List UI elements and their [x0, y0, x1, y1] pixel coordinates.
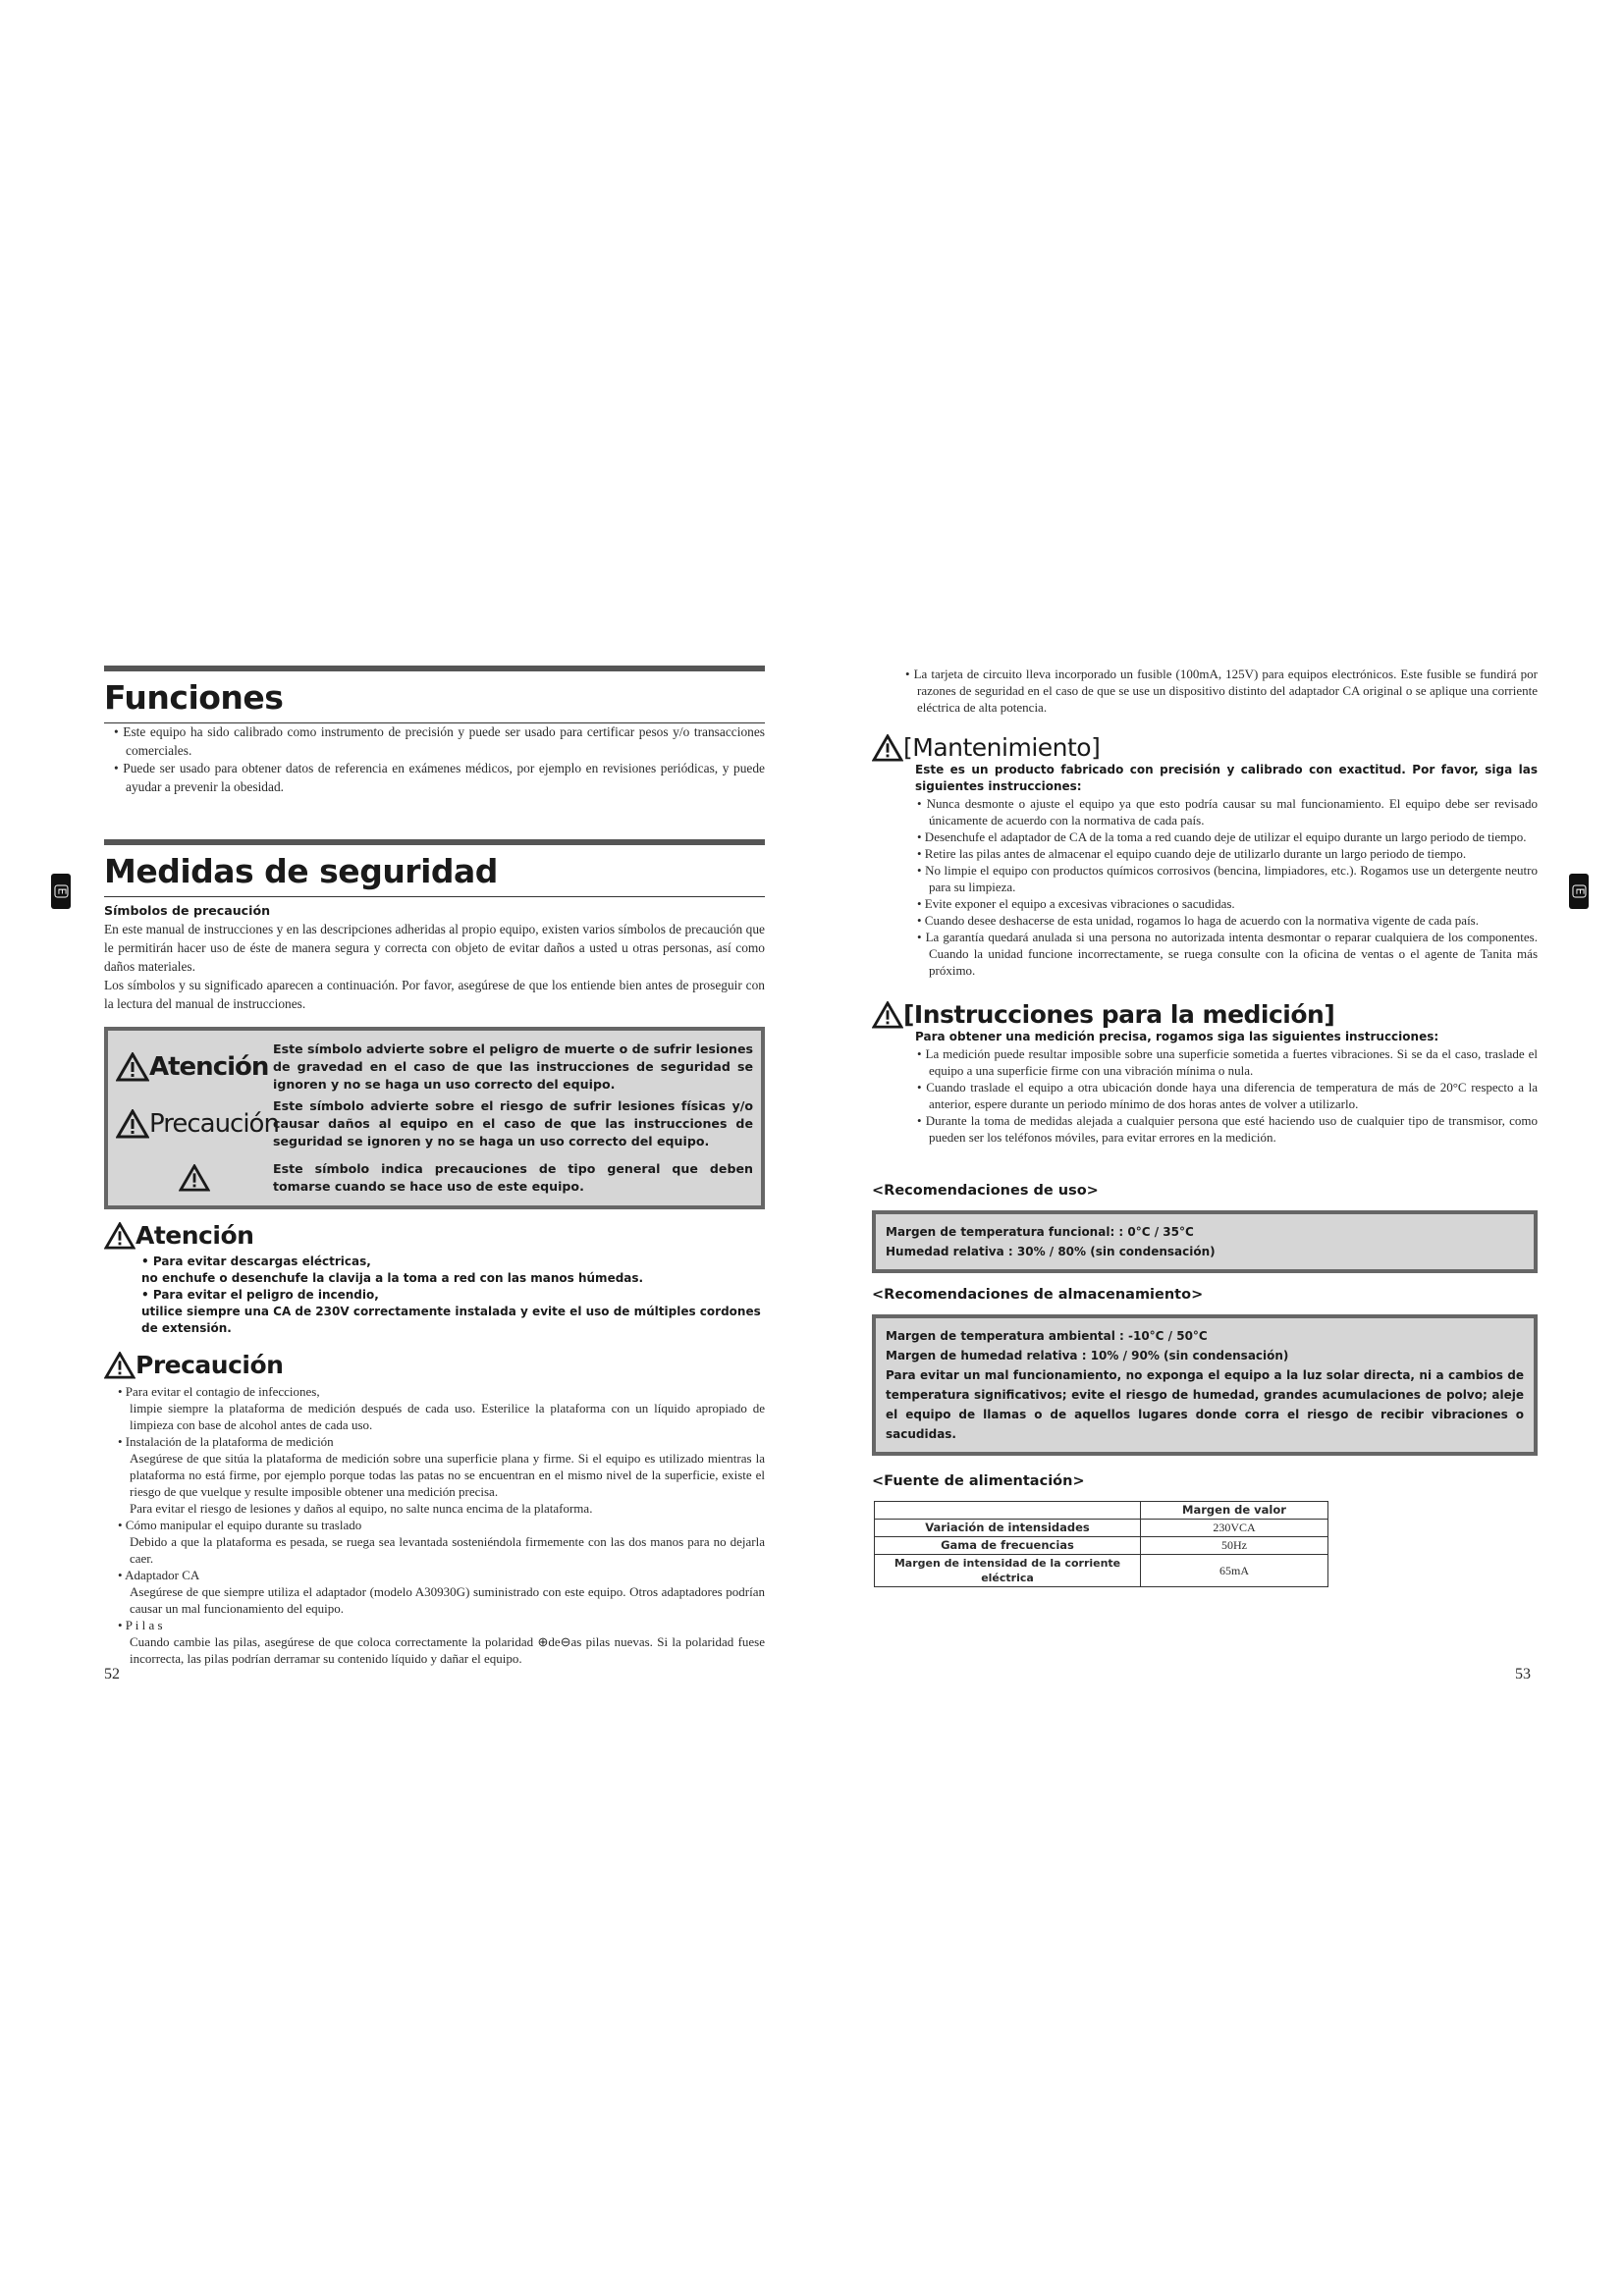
- simbolos-subtitle: Símbolos de precaución: [104, 903, 271, 918]
- medicion-title: [Instrucciones para la medición]: [903, 1000, 1335, 1029]
- mantenimiento-item: • Desenchufe el adaptador de CA de la toma a red cuando deje de utilizar el equipo durante un largo periodo de tiempo.: [917, 829, 1527, 844]
- atencion-description: Este símbolo advierte sobre el peligro de muerte o de sufrir lesiones de gravedad en el caso de que las instrucciones de seguridad se ignoren y no se haga un uso correcto del equipo.: [273, 1041, 753, 1092]
- precaucion-title: Precaución: [135, 1351, 284, 1379]
- almacenamiento-line-1: Margen de temperatura ambiental : -10°C / 50°C: [886, 1329, 1208, 1343]
- precaucion-list: [104, 1383, 765, 1667]
- precaucion-symbol-row: [116, 1097, 753, 1150]
- atencion-symbol-row: [116, 1041, 753, 1094]
- medicion-item: • Cuando traslade el equipo a otra ubicación donde haya una diferencia de temperatura de más de 20°C respecto a la anterior, espere durante un periodo mínimo de dos horas antes de volver a utilizarlo.: [917, 1080, 1538, 1111]
- precaucion-traslado-text: Debido a que la plataforma es pesada, se ruega sea levantada sosteniéndola firmemente con las dos manos para no dejarla caer.: [130, 1534, 765, 1566]
- fuente-row-label: Gama de frecuencias: [875, 1537, 1141, 1555]
- table-row: [875, 1520, 1328, 1537]
- general-description: Este símbolo indica precauciones de tipo general que deben tomarse cuando se hace uso de este equipo.: [273, 1161, 753, 1194]
- mantenimiento-item: • No limpie el equipo con productos químicos corrosivos (bencina, limpiadores, etc.). Rogamos use un detergente neutro para su limpieza.: [917, 863, 1538, 894]
- funciones-section: [104, 666, 765, 796]
- almacenamiento-line-2: Margen de humedad relativa : 10% / 90% (sin condensación): [886, 1349, 1289, 1362]
- precaucion-pilas-heading: • P i l a s: [118, 1618, 163, 1632]
- atencion-title: Atención: [135, 1221, 254, 1250]
- medidas-title: Medidas de seguridad: [104, 851, 765, 897]
- warning-symbols-box: [104, 1027, 765, 1209]
- precaucion-instalacion-heading: • Instalación de la plataforma de medición: [118, 1434, 334, 1449]
- warning-triangle-icon: [116, 1052, 149, 1082]
- medicion-item: • Durante la toma de medidas alejada a cualquier persona que esté haciendo uso de cualquier tipo de transmisor, como pueden ser los teléfonos móviles, para evitar errores en la medición.: [917, 1113, 1538, 1145]
- precaucion-label: Precaución: [149, 1109, 279, 1139]
- left-page: [104, 666, 765, 1667]
- atencion-item-1-text: no enchufe o desenchufe la clavija a la toma a red con las manos húmedas.: [141, 1271, 644, 1285]
- caution-triangle-icon: [872, 1001, 903, 1029]
- fuente-row-label: Variación de intensidades: [875, 1520, 1141, 1537]
- warning-triangle-icon: [104, 1222, 135, 1250]
- page-number-right: 53: [1515, 1666, 1531, 1682]
- atencion-label: Atención: [149, 1052, 269, 1082]
- page-number-left: 52: [104, 1666, 120, 1682]
- fuente-header: Margen de valor: [1141, 1502, 1328, 1520]
- mantenimiento-item: • La garantía quedará anulada si una persona no autorizada intenta desmontar o reparar cualquiera de los componentes. Cuando la unidad funcione incorrectamente, se ruega consulte con la oficina de ventas o el agente de Tanita más próximo.: [917, 930, 1538, 978]
- side-tab-left: E: [51, 874, 71, 909]
- medicion-item: • La medición puede resultar imposible sobre una superficie sometida a fuertes vibraciones. Si se da el caso, traslade el equipo a una superficie firme con una vibración mínima o nula.: [917, 1046, 1538, 1078]
- medicion-heading: [872, 1000, 1538, 1029]
- medidas-section: [104, 839, 765, 1013]
- atencion-item-2: • Para evitar el peligro de incendio,: [141, 1288, 379, 1302]
- precaucion-instalacion-text: Asegúrese de que sitúa la plataforma de medición sobre una superficie plana y firme. Si el equipo es utilizado mientras la plataforma no está firme, por ejemplo porque todas las patas no se encuentran en el mismo nivel de la superficie, existe el riesgo de que vuelque y resulte imposible obtener una medición precisa.: [130, 1451, 765, 1499]
- medicion-list: [903, 1045, 1538, 1146]
- medicion-intro: Para obtener una medición precisa, rogamos siga las siguientes instrucciones:: [915, 1030, 1439, 1043]
- precaucion-instalacion-text-2: Para evitar el riesgo de lesiones y daños al equipo, no salte nunca encima de la plataforma.: [130, 1501, 593, 1516]
- fuente-title: <Fuente de alimentación>: [872, 1473, 1085, 1489]
- fuente-table: [874, 1501, 1328, 1587]
- funciones-title: Funciones: [104, 677, 765, 723]
- caution-triangle-icon: [116, 1109, 149, 1139]
- almacenamiento-line-3: Para evitar un mal funcionamiento, no exponga el equipo a la luz solar directa, ni a cambios de temperatura significativos; evite el riesgo de humedad, grandes acumulaciones de polvo; aleje el equipo de llamas o de aquellos lugares donde corra el riesgo de recibir vibraciones o sacudidas.: [886, 1368, 1524, 1441]
- precaucion-adaptador-text: Asegúrese de que siempre utiliza el adaptador (modelo A30930G) suministrado con este equipo. Otros adaptadores podrían causar un mal funcionamiento del equipo.: [130, 1584, 765, 1616]
- table-row: [875, 1502, 1328, 1520]
- funciones-bullet-1: • Este equipo ha sido calibrado como instrumento de precisión y puede ser usado para certificar pesos y/o transacciones comerciales.: [114, 724, 765, 758]
- mantenimiento-item: • Cuando desee deshacerse de esta unidad, rogamos lo haga de acuerdo con la normativa vigente de cada país.: [917, 913, 1479, 928]
- general-symbol-row: [116, 1160, 753, 1196]
- mantenimiento-list: [903, 795, 1538, 979]
- general-caution-icon: [179, 1164, 210, 1192]
- fuente-row-value: 50Hz: [1141, 1537, 1328, 1555]
- mantenimiento-item: • Retire las pilas antes de almacenar el equipo cuando deje de utilizarlo durante un largo periodo de tiempo.: [917, 846, 1467, 861]
- side-tab-right: E: [1569, 874, 1589, 909]
- atencion-heading: [104, 1221, 765, 1250]
- mantenimiento-title: [Mantenimiento]: [903, 733, 1101, 762]
- medidas-paragraph-1: En este manual de instrucciones y en las descripciones adheridas al propio equipo, existen varios símbolos de precaución que le permitirán hacer uso de éste de manera segura y correcta con objeto de evitar daños a usted u otras personas, así como daños materiales.: [104, 922, 765, 974]
- uso-line-2: Humedad relativa : 30% / 80% (sin condensación): [886, 1245, 1216, 1258]
- caution-triangle-icon: [872, 734, 903, 762]
- atencion-item-2-text: utilice siempre una CA de 230V correctamente instalada y evite el uso de múltiples cordones de extensión.: [141, 1305, 761, 1335]
- uso-line-1: Margen de temperatura funcional: : 0°C / 35°C: [886, 1225, 1194, 1239]
- precaucion-traslado-heading: • Cómo manipular el equipo durante su traslado: [118, 1518, 362, 1532]
- mantenimiento-intro: Este es un producto fabricado con precisión y calibrado con exactitud. Por favor, siga las siguientes instrucciones:: [915, 763, 1538, 793]
- mantenimiento-heading: [872, 733, 1538, 762]
- table-row: [875, 1555, 1328, 1587]
- atencion-item-1: • Para evitar descargas eléctricas,: [141, 1255, 371, 1268]
- table-row: [875, 1537, 1328, 1555]
- uso-box: [872, 1210, 1538, 1273]
- precaucion-infecciones-heading: • Para evitar el contagio de infecciones,: [118, 1384, 320, 1399]
- precaucion-heading: [104, 1351, 765, 1379]
- mantenimiento-item: • Evite exponer el equipo a excesivas vibraciones o sacudidas.: [917, 896, 1235, 911]
- fuente-row-value: 65mA: [1141, 1555, 1328, 1587]
- medidas-paragraph-2: Los símbolos y su significado aparecen a continuación. Por favor, asegúrese de que los entiende bien antes de proseguir con la lectura del manual de instrucciones.: [104, 978, 765, 1011]
- almacenamiento-box: [872, 1314, 1538, 1456]
- precaucion-adaptador-heading: • Adaptador CA: [118, 1568, 200, 1582]
- atencion-list: [141, 1254, 765, 1337]
- precaucion-infecciones-text: limpie siempre la plataforma de medición después de cada uso. Esterilice la plataforma con un líquido apropiado de limpieza con base de alcohol antes de cada uso.: [130, 1401, 765, 1432]
- right-page: [872, 666, 1538, 1587]
- almacenamiento-title: <Recomendaciones de almacenamiento>: [872, 1287, 1204, 1303]
- fuse-note: • La tarjeta de circuito lleva incorporado un fusible (100mA, 125V) para equipos electrónicos. Este fusible se fundirá por razones de seguridad en el caso de que se use un dispositivo distinto del adaptador CA original o se aplique una corriente eléctrica de alta potencia.: [905, 667, 1538, 715]
- caution-triangle-icon: [104, 1352, 135, 1379]
- funciones-bullet-2: • Puede ser usado para obtener datos de referencia en exámenes médicos, por ejemplo en revisiones periódicas, y puede ayudar a prevenir la obesidad.: [114, 761, 765, 794]
- mantenimiento-item: • Nunca desmonte o ajuste el equipo ya que esto podría causar su mal funcionamiento. El equipo debe ser revisado únicamente de acuerdo con la normativa de cada país.: [917, 796, 1538, 828]
- precaucion-description: Este símbolo advierte sobre el riesgo de sufrir lesiones físicas y/o causar daños al equipo en el caso de que las instrucciones de seguridad se ignoren y no se haga un uso correcto del equipo.: [273, 1098, 753, 1148]
- fuente-row-value: 230VCA: [1141, 1520, 1328, 1537]
- precaucion-pilas-text: Cuando cambie las pilas, asegúrese de que coloca correctamente la polaridad ⊕de⊖as pilas nuevas. Si la polaridad fuese incorrecta, las pilas podrían derramar su contenido líquido y dañar el equipo.: [130, 1634, 765, 1666]
- uso-title: <Recomendaciones de uso>: [872, 1183, 1099, 1199]
- fuente-row-label: Margen de intensidad de la corriente eléctrica: [875, 1555, 1141, 1587]
